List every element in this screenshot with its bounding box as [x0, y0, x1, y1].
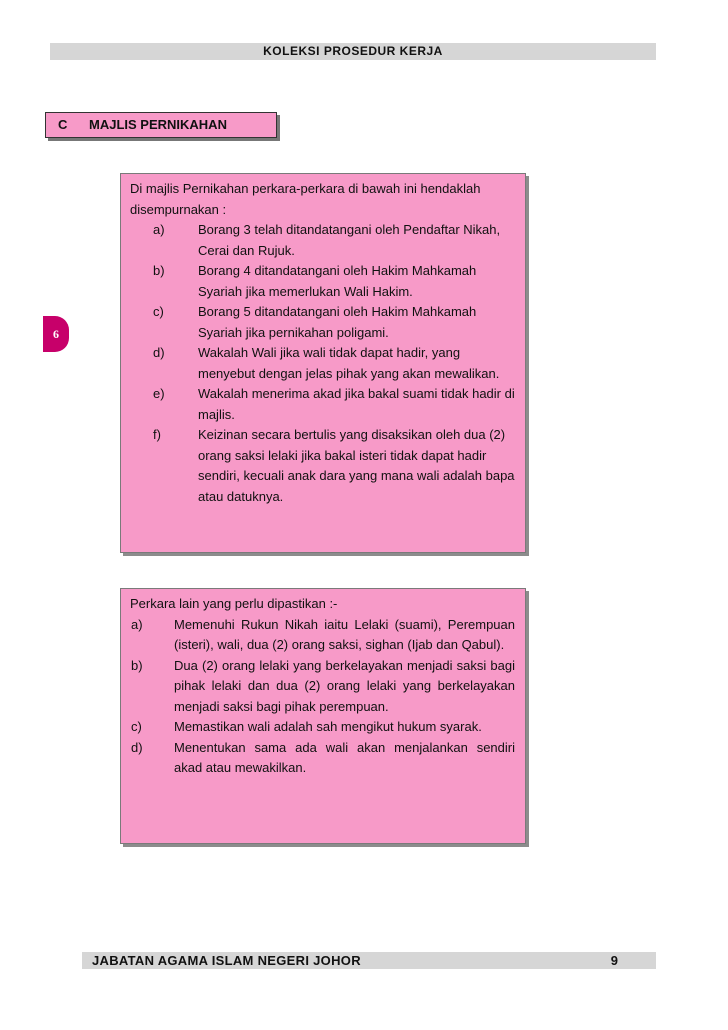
list-item: [130, 717, 515, 738]
procedure-intro: Di majlis Pernikahan perkara-perkara di bawah ini hendaklah disempurnakan :: [130, 181, 481, 217]
list-item: [130, 656, 515, 718]
checklist-box: [120, 588, 526, 844]
list-item-text: Borang 3 telah ditandatangani oleh Pendaftar Nikah, Cerai dan Rujuk.: [198, 222, 501, 258]
list-item-text: Memenuhi Rukun Nikah iaitu Lelaki (suami), Perempuan (isteri), wali, dua (2) orang saksi, sighan (Ijab dan Qabul).: [174, 616, 515, 652]
list-item-text: Wakalah menerima akad jika bakal suami tidak hadir di majlis.: [198, 386, 515, 422]
list-item: [130, 343, 515, 384]
list-item-text: Dua (2) orang lelaki yang berkelayakan menjadi saksi bagi pihak lelaki dan dua (2) orang lelaki yang berkelayakan menjadi saksi bagi pihak perempuan.: [174, 657, 515, 714]
list-item: [130, 384, 515, 425]
list-item-text: Borang 4 ditandatangani oleh Hakim Mahkamah Syariah jika memerlukan Wali Hakim.: [198, 263, 477, 299]
list-item: [130, 220, 515, 261]
section-letter: C: [58, 117, 68, 132]
page-tab: [43, 316, 69, 352]
procedure-list: [130, 220, 515, 507]
list-item-label: c): [131, 719, 142, 734]
list-item-label: e): [153, 386, 165, 401]
list-item-label: d): [131, 739, 143, 755]
list-item-label: b): [153, 263, 165, 278]
footer-org: JABATAN AGAMA ISLAM NEGERI JOHOR: [92, 953, 361, 968]
section-title: MAJLIS PERNIKAHAN: [89, 117, 227, 132]
checklist-intro: Perkara lain yang perlu dipastikan :-: [130, 596, 338, 611]
page-tab-number: 6: [53, 327, 59, 341]
header-title: KOLEKSI PROSEDUR KERJA: [263, 44, 443, 58]
list-item-text: Menentukan sama ada wali akan menjalankan sendiri akad atau mewakilkan.: [174, 739, 515, 775]
list-item-label: a): [131, 616, 143, 632]
list-item-label: d): [153, 345, 165, 360]
list-item-text: Wakalah Wali jika wali tidak dapat hadir, yang menyebut dengan jelas pihak yang akan mewalikan.: [198, 345, 500, 381]
list-item: [130, 261, 515, 302]
list-item: [130, 615, 515, 656]
list-item-text: Keizinan secara bertulis yang disaksikan oleh dua (2) orang saksi lelaki jika bakal isteri tidak dapat hadir sendiri, kecuali anak dara yang mana wali adalah bapa atau datuknya.: [198, 427, 515, 504]
page-footer: [82, 952, 656, 969]
list-item-text: Memastikan wali adalah sah mengikut hukum syarak.: [174, 719, 482, 734]
list-item-text: Borang 5 ditandatangani oleh Hakim Mahkamah Syariah jika pernikahan poligami.: [198, 304, 477, 340]
list-item-label: c): [153, 304, 164, 319]
procedure-box: [120, 173, 526, 553]
list-item: [130, 738, 515, 779]
list-item: [130, 302, 515, 343]
list-item-label: b): [131, 657, 143, 673]
list-item: [130, 425, 515, 507]
checklist-list: [130, 615, 515, 779]
list-item-label: a): [153, 222, 165, 237]
list-item-label: f): [153, 427, 161, 442]
page-number: 9: [610, 953, 618, 968]
section-heading: [45, 112, 277, 138]
page-header: [50, 43, 656, 60]
